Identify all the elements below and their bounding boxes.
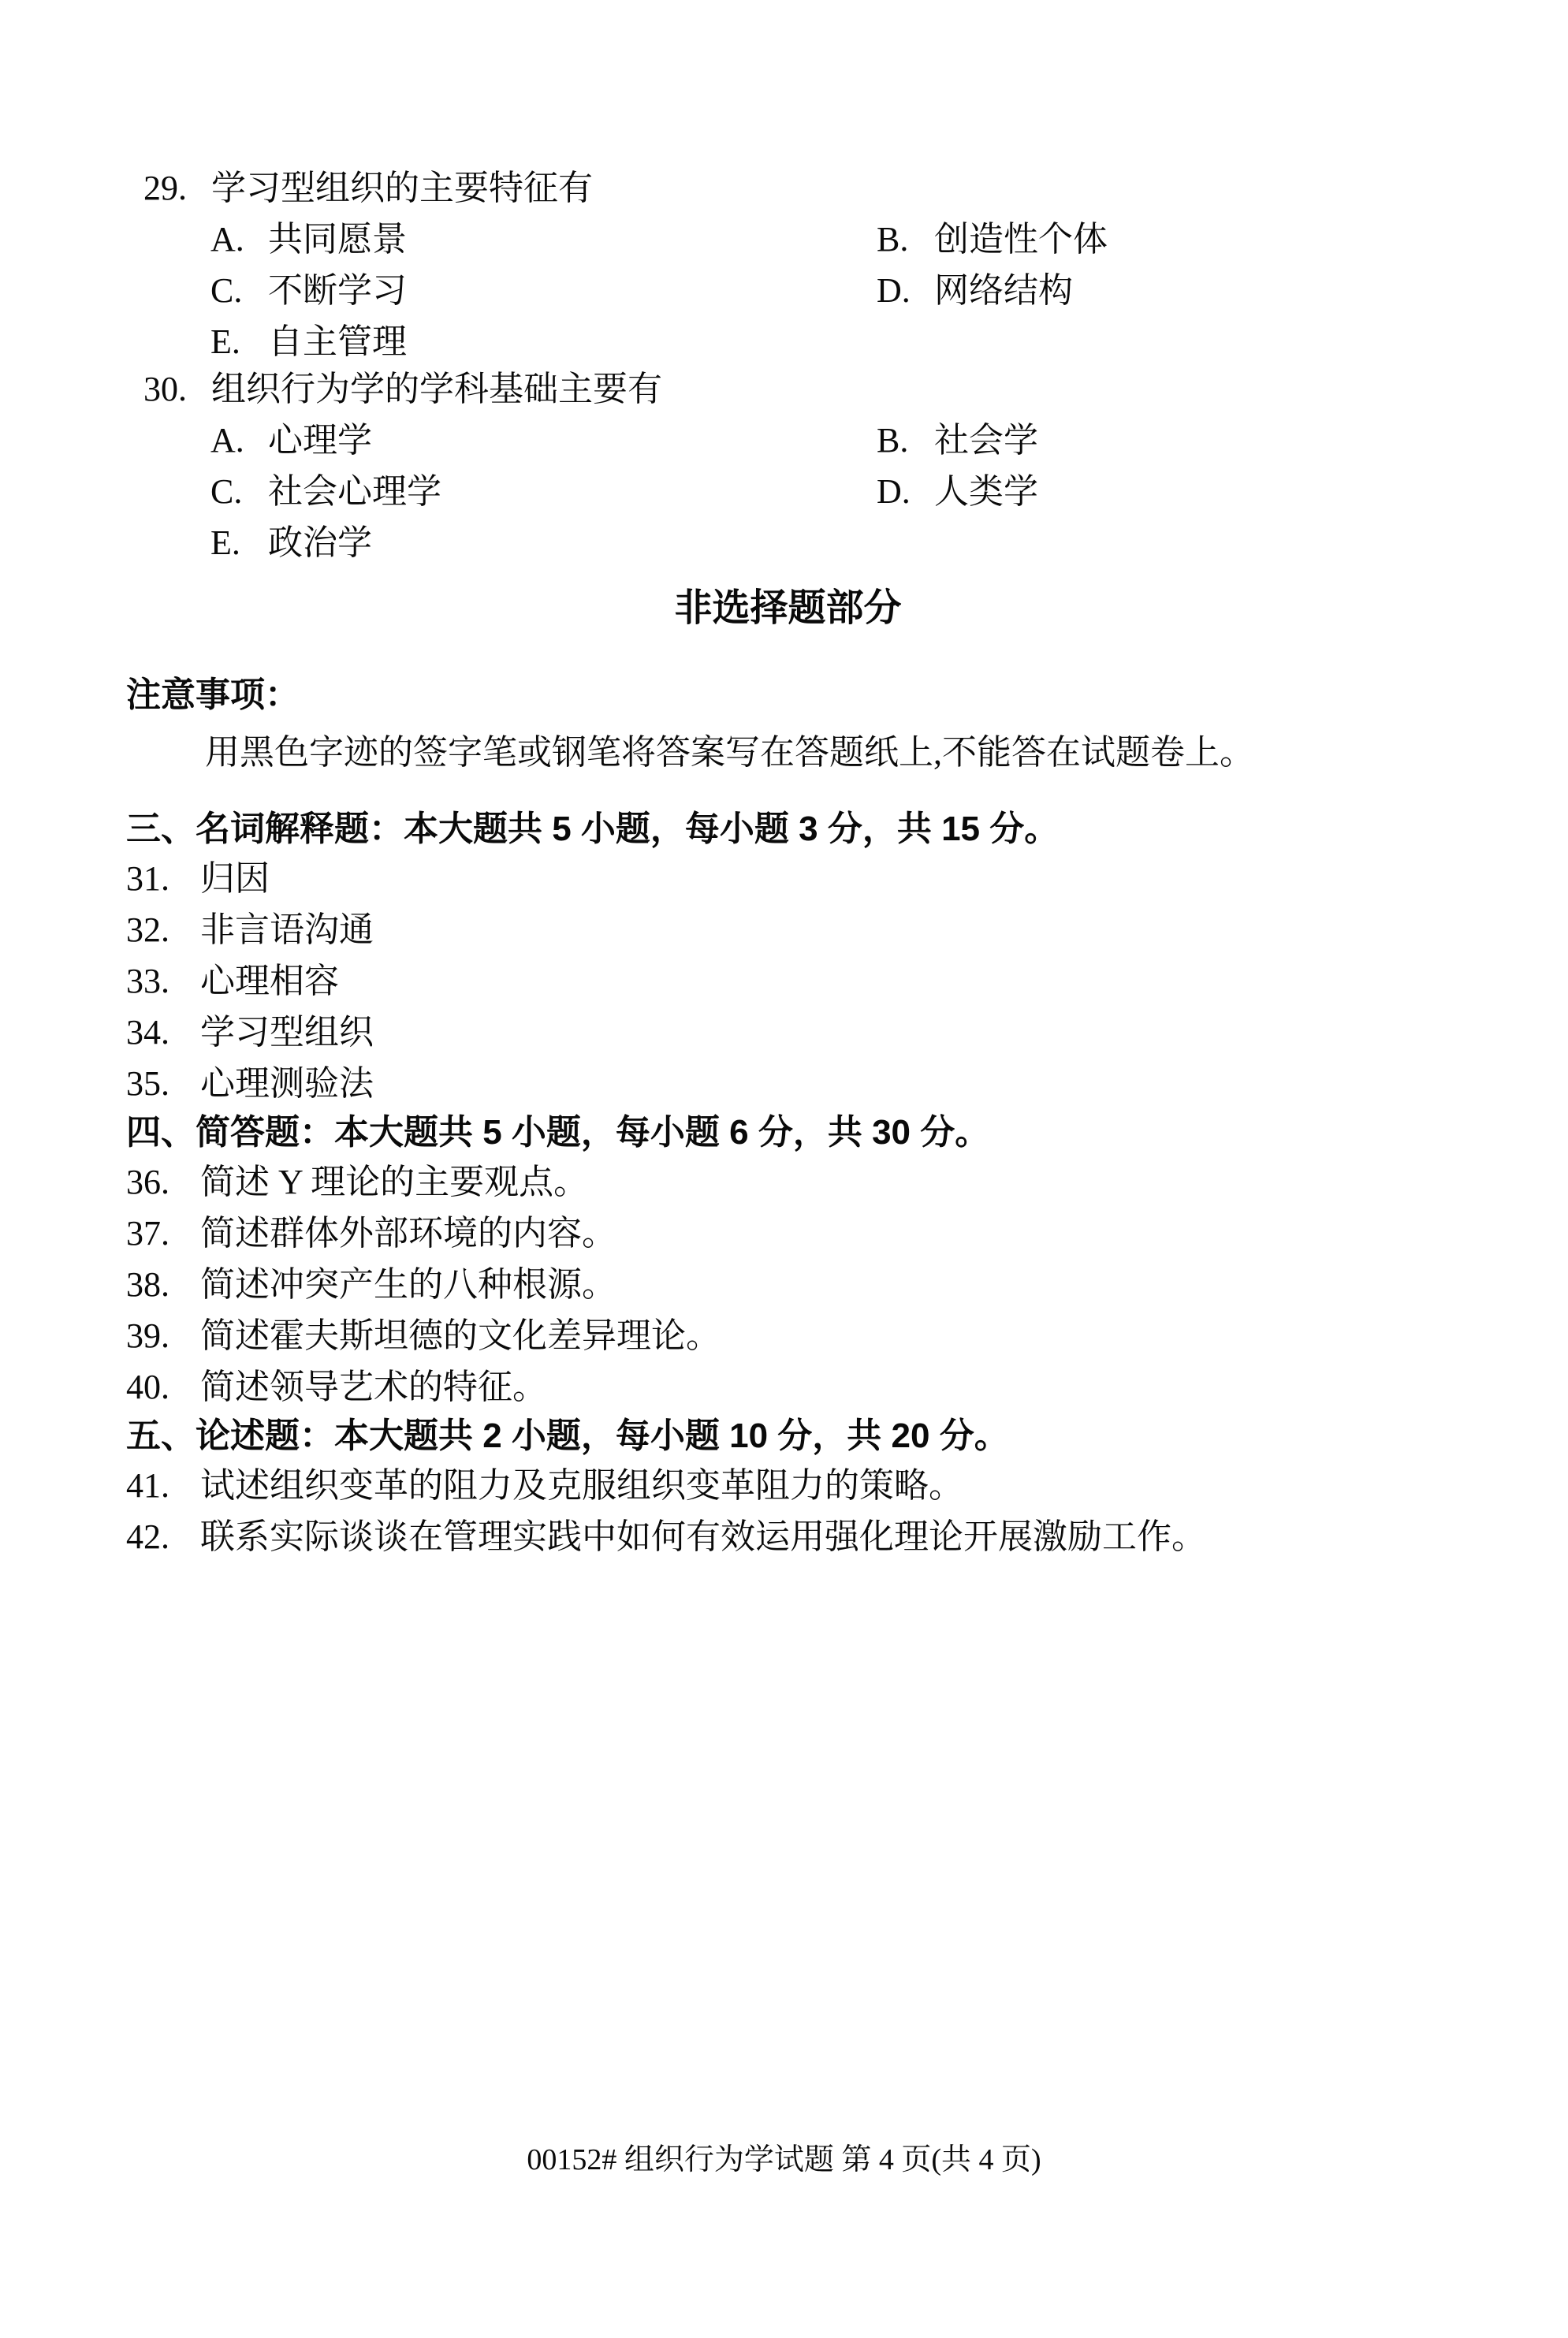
option-label: B. [877,421,909,460]
option-row [126,419,1450,463]
item-number: 37. [126,1214,169,1253]
notice-body: 用黑色字迹的签字笔或钢笔将答案写在答题纸上,不能答在试题卷上。 [205,733,1254,772]
item-text: 简述霍夫斯坦德的文化差异理论。 [200,1316,721,1355]
option-c [210,470,441,514]
option-d [877,470,1038,514]
item-31 [126,857,1450,901]
item-41 [126,1464,1450,1508]
option-b [877,218,1108,262]
option-text: 社会学 [934,421,1038,460]
option-text: 共同愿景 [268,220,407,259]
option-text: 社会心理学 [268,472,441,511]
item-35 [126,1062,1450,1106]
option-label: E. [210,322,240,361]
option-text: 人类学 [934,472,1038,511]
item-number: 38. [126,1265,169,1304]
item-text: 心理测验法 [200,1064,374,1103]
item-40 [126,1365,1450,1409]
option-b [877,419,1038,463]
item-text: 非言语沟通 [200,910,374,949]
option-text: 政治学 [268,523,372,562]
item-text: 简述冲突产生的八种根源。 [200,1265,616,1304]
option-text: 心理学 [268,421,372,460]
item-text: 心理相容 [200,962,339,1000]
page-footer: 00152# 组织行为学试题 第 4 页(共 4 页) [527,2143,1041,2176]
item-number: 36. [126,1163,169,1201]
option-e [210,521,372,565]
option-label: E. [210,523,240,562]
item-number: 32. [126,910,169,949]
question-stem [126,367,1450,411]
option-a [210,419,372,463]
item-text: 简述领导艺术的特征。 [200,1368,547,1406]
option-label: D. [877,271,911,310]
option-label: B. [877,220,909,259]
item-number: 41. [126,1466,169,1505]
option-label: A. [210,220,244,259]
item-34 [126,1011,1450,1055]
question-number: 29. [143,169,187,207]
item-number: 35. [126,1064,169,1103]
item-39 [126,1314,1450,1358]
item-42 [126,1515,1450,1559]
notice-title: 注意事项： [126,676,300,714]
option-c [210,269,407,313]
option-text: 自主管理 [268,322,407,361]
item-text: 简述 Y 理论的主要观点。 [200,1163,589,1201]
option-text: 网络结构 [934,271,1073,310]
item-number: 42. [126,1517,169,1556]
item-36 [126,1160,1450,1204]
item-text: 归因 [200,859,270,898]
option-row [126,218,1450,262]
item-number: 31. [126,859,169,898]
section-3-heading: 三、名词解释题：本大题共 5 小题，每小题 3 分，共 15 分。 [126,810,1060,848]
section-4-heading: 四、简答题：本大题共 5 小题，每小题 6 分，共 30 分。 [126,1113,990,1152]
option-label: D. [877,472,911,511]
option-d [877,269,1073,313]
item-number: 39. [126,1316,169,1355]
question-text: 学习型组织的主要特征有 [211,169,593,207]
option-text: 不断学习 [268,271,407,310]
item-37 [126,1212,1450,1256]
item-32 [126,908,1450,952]
section-5-heading: 五、论述题：本大题共 2 小题，每小题 10 分，共 20 分。 [126,1417,1009,1455]
item-number: 34. [126,1013,169,1052]
option-row [126,521,1450,565]
question-29 [126,166,1450,364]
option-label: C. [210,472,243,511]
item-text: 试述组织变革的阻力及克服组织变革阻力的策略。 [200,1466,963,1505]
item-38 [126,1263,1450,1307]
part-heading: 非选择题部分 [674,587,902,629]
option-row [126,320,1450,364]
question-text: 组织行为学的学科基础主要有 [211,370,662,408]
question-30 [126,367,1450,565]
option-label: C. [210,271,243,310]
option-text: 创造性个体 [934,220,1108,259]
item-text: 联系实际谈谈在管理实践中如何有效运用强化理论开展激励工作。 [200,1517,1206,1556]
item-33 [126,959,1450,1003]
item-number: 40. [126,1368,169,1406]
option-row [126,470,1450,514]
question-stem [126,166,1450,210]
question-number: 30. [143,370,187,408]
option-e [210,320,407,364]
option-label: A. [210,421,244,460]
item-number: 33. [126,962,169,1000]
item-text: 学习型组织 [200,1013,374,1052]
option-row [126,269,1450,313]
item-text: 简述群体外部环境的内容。 [200,1214,616,1253]
option-a [210,218,407,262]
